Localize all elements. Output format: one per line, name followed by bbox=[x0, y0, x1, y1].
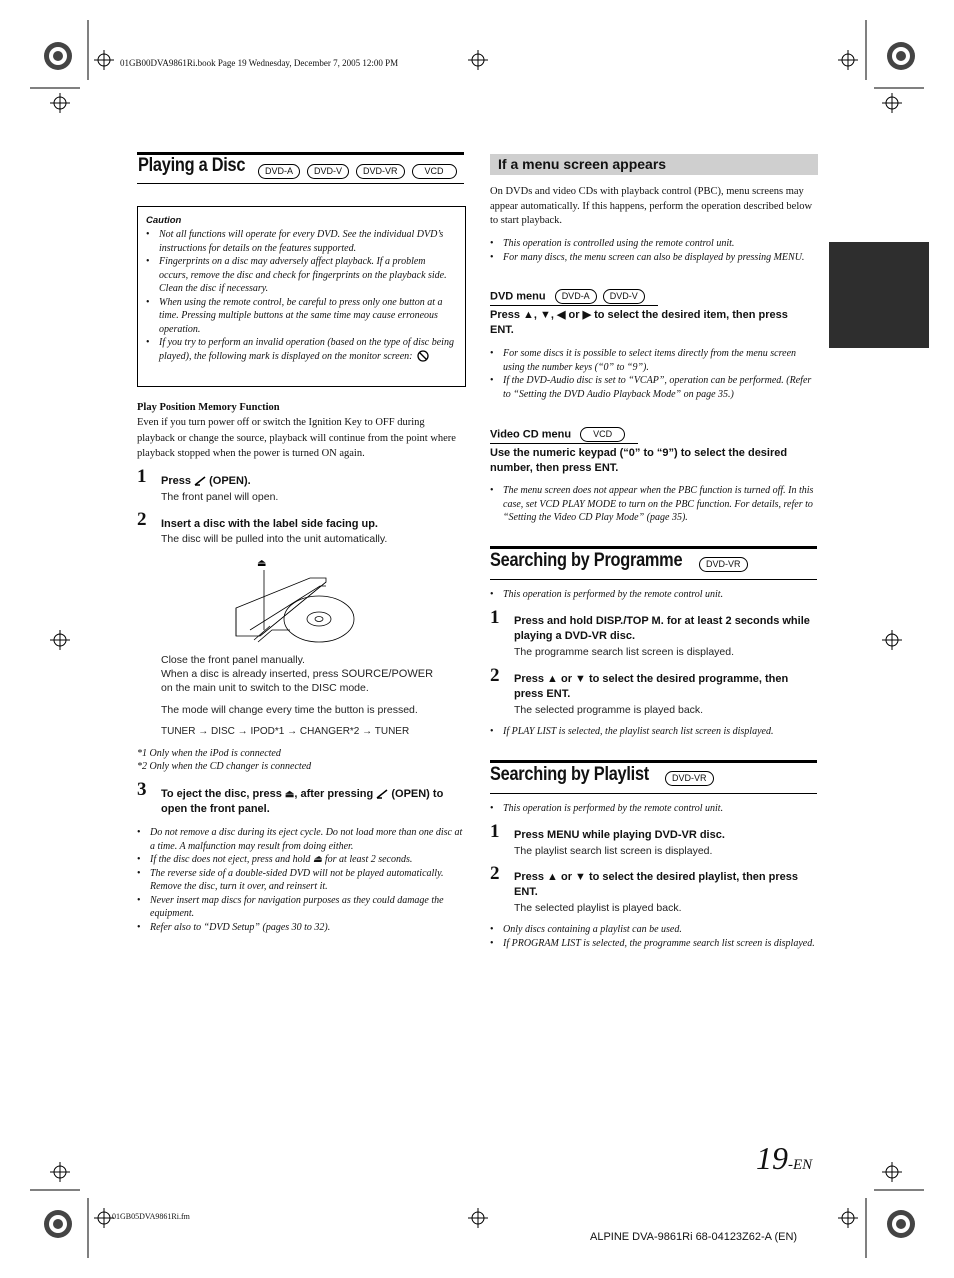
close-line-2a: When a disc is already inserted, press bbox=[161, 668, 342, 680]
dvd-menu-underline bbox=[490, 305, 658, 306]
menu-notes bbox=[490, 237, 818, 264]
page-number bbox=[756, 1140, 812, 1177]
note-item: • If PROGRAM LIST is selected, the programme search list screen is displayed. bbox=[490, 937, 818, 951]
vcd-menu-underline bbox=[490, 443, 638, 444]
step-number: 1 bbox=[137, 466, 147, 487]
page-number-suffix: -EN bbox=[788, 1157, 813, 1173]
step-number: 2 bbox=[137, 509, 147, 530]
disp-top-m-key: DISP./TOP M. bbox=[595, 615, 664, 627]
caution-item bbox=[146, 336, 457, 363]
memory-title: Play Position Memory Function bbox=[137, 402, 280, 413]
note-item: • If the disc does not eject, press and hold ⏏ for at least 2 seconds. bbox=[137, 853, 465, 867]
step2-instruction: Insert a disc with the label side facing up. bbox=[161, 518, 378, 530]
step3-instruction bbox=[161, 787, 464, 817]
footer-model: ALPINE DVA-9861Ri 68-04123Z62-A (EN) bbox=[590, 1231, 798, 1243]
step1-text-a: Press bbox=[161, 475, 191, 487]
note-item: • This operation is performed by the remote control unit. bbox=[490, 802, 818, 816]
note-item: • The menu screen does not appear when the PBC function is turned off. In this case, set VCD PLAY MODE to turn on the PBC function. For details, refer to “Setting the Video CD Play Mode” (page 35). bbox=[490, 484, 818, 525]
badge-dvd-vr: DVD-VR bbox=[699, 557, 748, 572]
badge-dvd-vr: DVD-VR bbox=[356, 164, 405, 179]
caution-item: • Not all functions will operate for every DVD. See the individual DVD’s instructions for details on the features supported. bbox=[146, 228, 457, 255]
prog-s1-a: Press and hold bbox=[514, 615, 596, 627]
step-number: 2 bbox=[490, 665, 500, 686]
note-item: • This operation is controlled using the remote control unit. bbox=[490, 237, 818, 251]
caution-item: • When using the remote control, be careful to press only one button at a time. Pressing multiple buttons at the same time may cause erroneous operation. bbox=[146, 296, 457, 337]
note-item: • This operation is performed by the remote control unit. bbox=[490, 588, 818, 602]
caution-box bbox=[137, 206, 466, 387]
step2-note: The disc will be pulled into the unit automatically. bbox=[161, 533, 388, 545]
prog-s1-c: for at least 2 seconds while playing a DVD-VR disc. bbox=[514, 615, 810, 642]
programme-title: Searching by Programme bbox=[490, 550, 683, 571]
note-item: • The reverse side of a double-sided DVD will not be played automatically. Remove the disc, turn it over, and reinsert it. bbox=[137, 867, 465, 894]
note-item: • For many discs, the menu screen can also be displayed by pressing MENU. bbox=[490, 251, 818, 265]
source-chain: TUNER → DISC → IPOD*1 → CHANGER*2 → TUNER bbox=[161, 726, 410, 737]
svg-text:⏏: ⏏ bbox=[257, 558, 267, 569]
vcd-menu-step bbox=[490, 446, 810, 476]
dvd-menu-step bbox=[490, 308, 810, 338]
ent-key: ENT. bbox=[594, 462, 619, 474]
close-line-3: on the main unit to switch to the DISC mode. bbox=[161, 682, 369, 694]
playlist-remote-note bbox=[490, 802, 818, 816]
caution-item: • Fingerprints on a disc may adversely affect playback. If a problem occurs, remove the disc and check for fingerprints on the playback side. Clean the disc if necessary. bbox=[146, 255, 457, 296]
ent-key: ENT. bbox=[514, 886, 538, 898]
vcd-step-c: (“0” to “9”) to select the desired number, then press bbox=[490, 447, 788, 474]
mode-change-text: The mode will change every time the button is pressed. bbox=[161, 704, 418, 716]
badge-dvd-vr: DVD-VR bbox=[665, 771, 714, 786]
footnote-2: *2 Only when the CD changer is connected bbox=[137, 761, 312, 772]
badge-dvd-v: DVD-V bbox=[603, 289, 645, 304]
vcd-menu-heading bbox=[490, 427, 625, 442]
dvd-step-text: Press ▲, ▼, ◀ or ▶ to select the desired item, then press bbox=[490, 309, 788, 321]
footnote-1: *1 Only when the iPod is connected bbox=[137, 748, 281, 759]
prohibited-icon bbox=[417, 350, 429, 362]
note-item: • Never insert map discs for navigation purposes as they could damage the equipment. bbox=[137, 894, 465, 921]
numeric-keypad-key: numeric keypad bbox=[532, 447, 617, 459]
badge-vcd: VCD bbox=[412, 164, 457, 179]
step-number: 1 bbox=[490, 607, 500, 628]
dvd-menu-heading bbox=[490, 289, 645, 304]
playlist-step1 bbox=[514, 828, 818, 843]
menu-screen-text: On DVDs and video CDs with playback control (PBC), menu screens may appear automatically. If this happens, perform the operation described below to start playback. bbox=[490, 186, 813, 226]
playlist-step1-note: The playlist search list screen is displayed. bbox=[514, 845, 713, 857]
note-item: • For some discs it is possible to select items directly from the menu screen using the number keys (“0” to “9”). bbox=[490, 347, 818, 374]
step3-text-a: To eject the disc, press bbox=[161, 788, 282, 800]
programme-step1-note: The programme search list screen is displayed. bbox=[514, 646, 735, 658]
footer-file-name: 01GB05DVA9861Ri.fm bbox=[112, 1212, 190, 1221]
dvd-menu-label: DVD menu bbox=[490, 290, 546, 303]
dvd-menu-notes bbox=[490, 347, 818, 401]
eject-key-icon: ⏏ bbox=[284, 789, 295, 800]
eject-notes bbox=[137, 826, 465, 934]
prog-s2-a: Press ▲ or ▼ to select the desired programme, then press bbox=[514, 673, 789, 700]
badge-dvd-a: DVD-A bbox=[258, 164, 300, 179]
programme-step2 bbox=[514, 672, 818, 702]
vcd-step-a: Use the bbox=[490, 447, 533, 459]
close-line-2 bbox=[161, 667, 461, 681]
vcd-menu-notes bbox=[490, 484, 818, 525]
badge-dvd-a: DVD-A bbox=[555, 289, 597, 304]
note-item: • Only discs containing a playlist can be used. bbox=[490, 923, 818, 937]
memory-section bbox=[137, 401, 465, 462]
open-key-icon bbox=[376, 789, 388, 799]
caution-title: Caution bbox=[146, 215, 182, 226]
menu-screen-subhead: If a menu screen appears bbox=[490, 154, 818, 175]
note-item: • Do not remove a disc during its eject cycle. Do not load more than one disc at a time. A malfunction may result from doing either. bbox=[137, 826, 465, 853]
badge-vcd: VCD bbox=[580, 427, 625, 442]
programme-note bbox=[490, 725, 818, 739]
pl-s2-a: Press ▲ or ▼ to select the desired playlist, then press bbox=[514, 871, 799, 883]
open-key-icon bbox=[194, 476, 206, 486]
caution-item-text: If you try to perform an invalid operation (based on the type of disc being played), the following mark is displayed on the monitor screen: bbox=[159, 337, 454, 362]
note-item: • Refer also to “DVD Setup” (pages 30 to 32). bbox=[137, 921, 465, 935]
playlist-step2 bbox=[514, 870, 818, 900]
book-header-line: 01GB00DVA9861Ri.book Page 19 Wednesday, December 7, 2005 12:00 PM bbox=[120, 58, 399, 68]
vcd-menu-label: Video CD menu bbox=[490, 428, 572, 441]
programme-step2-note: The selected programme is played back. bbox=[514, 704, 704, 716]
playlist-notes bbox=[490, 923, 818, 950]
page-number-value: 19 bbox=[756, 1140, 788, 1176]
ent-key: ENT. bbox=[546, 688, 571, 700]
step1-note: The front panel will open. bbox=[161, 491, 279, 503]
menu-key: MENU bbox=[547, 829, 580, 841]
step-number: 2 bbox=[490, 863, 500, 884]
note-item: • If the DVD-Audio disc is set to “VCAP”, operation can be performed. (Refer to “Setting the DVD Audio Playback Mode” on page 35.) bbox=[490, 374, 818, 401]
pl-s1-a: Press bbox=[514, 829, 548, 841]
close-panel-text bbox=[161, 653, 461, 739]
pl-s1-c: while playing DVD-VR disc. bbox=[579, 829, 725, 841]
step1-text-b: (OPEN). bbox=[209, 475, 251, 487]
playing-disc-badges bbox=[255, 162, 457, 180]
step-number: 1 bbox=[490, 821, 500, 842]
programme-step1 bbox=[514, 614, 818, 644]
memory-text: Even if you turn power off or switch the Ignition Key to OFF during playback or change the source, playback will continue from the point where playback stopped when the power is turned ON again. bbox=[137, 417, 456, 459]
note-item: • If PLAY LIST is selected, the playlist search list screen is displayed. bbox=[490, 725, 818, 739]
step3-text-b: , after pressing bbox=[294, 788, 374, 800]
playing-disc-title: Playing a Disc bbox=[138, 155, 246, 176]
close-line-1: Close the front panel manually. bbox=[161, 654, 305, 666]
playlist-step2-note: The selected playlist is played back. bbox=[514, 902, 682, 914]
programme-remote-note bbox=[490, 588, 818, 602]
step1-instruction bbox=[161, 474, 251, 489]
step-number: 3 bbox=[137, 779, 147, 800]
playlist-title: Searching by Playlist bbox=[490, 764, 649, 785]
chapter-side-tab bbox=[829, 242, 929, 348]
source-power-key: SOURCE/POWER bbox=[341, 668, 434, 680]
ent-key: ENT. bbox=[490, 324, 514, 336]
step3-text-c: (OPEN) to open the front panel. bbox=[161, 788, 444, 815]
badge-dvd-v: DVD-V bbox=[307, 164, 349, 179]
